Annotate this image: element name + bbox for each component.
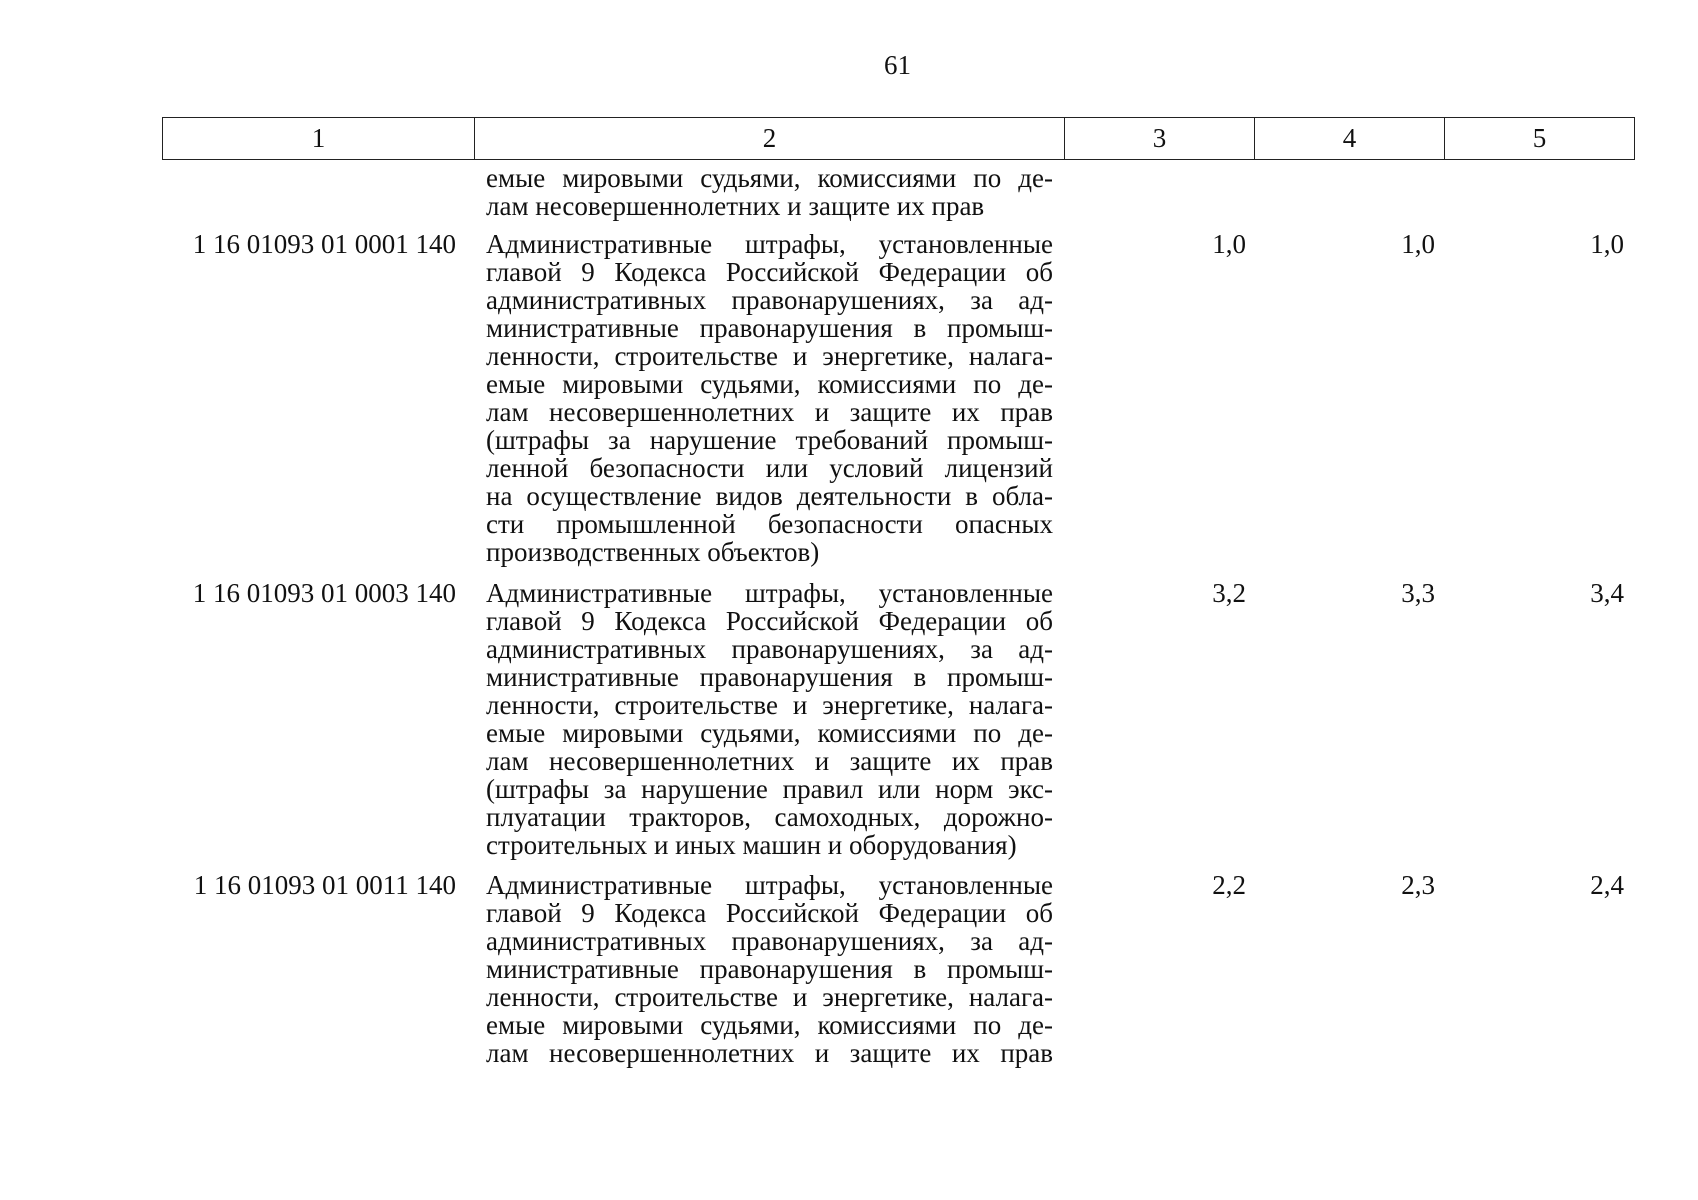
page-number: 61 [884, 50, 911, 80]
description-line: (штрафы за нарушение правил или норм экс- [486, 774, 1053, 804]
value-col-3: 1,0 [1212, 229, 1246, 259]
description-line: емые мировыми судьями, комиссиями по де- [486, 718, 1053, 748]
description-line: емые мировыми судьями, комиссиями по де- [486, 369, 1053, 399]
column-header-1: 1 [163, 118, 475, 160]
description-line: емые мировыми судьями, комиссиями по де- [486, 163, 1053, 193]
budget-code: 1 16 01093 01 0001 140 [192, 229, 456, 259]
value-col-4: 2,3 [1401, 870, 1435, 900]
column-header-3: 3 [1065, 118, 1255, 160]
description-line: лам несовершеннолетних и защите их прав [486, 746, 1053, 776]
continuation-description [486, 164, 1053, 220]
budget-code: 1 16 01093 01 0011 140 [193, 870, 456, 900]
description-line: плуатации тракторов, самоходных, дорожно- [486, 802, 1053, 832]
description-line: главой 9 Кодекса Российской Федерации об [486, 606, 1053, 636]
description-line: производственных объектов) [486, 537, 820, 567]
value-col-3: 2,2 [1212, 870, 1246, 900]
row-description [486, 871, 1053, 1067]
description-line: министративные правонарушения в промыш- [486, 313, 1053, 343]
description-line: ленности, строительстве и энергетике, налага- [486, 341, 1053, 371]
description-line: емые мировыми судьями, комиссиями по де- [486, 1010, 1053, 1040]
value-col-5: 2,4 [1590, 870, 1624, 900]
description-line: административных правонарушениях, за ад- [486, 634, 1053, 664]
description-line: главой 9 Кодекса Российской Федерации об [486, 257, 1053, 287]
row-description [486, 579, 1053, 859]
description-line: строительных и иных машин и оборудования) [486, 830, 1017, 860]
value-col-5: 1,0 [1590, 229, 1624, 259]
budget-code: 1 16 01093 01 0003 140 [192, 578, 456, 608]
description-line: лам несовершеннолетних и защите их прав [486, 1038, 1053, 1068]
value-col-5: 3,4 [1590, 578, 1624, 608]
column-header-table [162, 117, 1635, 160]
description-line: административных правонарушениях, за ад- [486, 926, 1053, 956]
description-line: ленности, строительстве и энергетике, налага- [486, 982, 1053, 1012]
description-line: на осуществление видов деятельности в обла- [486, 481, 1053, 511]
description-line: (штрафы за нарушение требований промыш- [486, 425, 1053, 455]
description-line: лам несовершеннолетних и защите их прав [486, 397, 1053, 427]
value-col-3: 3,2 [1212, 578, 1246, 608]
description-line: ленности, строительстве и энергетике, налага- [486, 690, 1053, 720]
description-line: лам несовершеннолетних и защите их прав [486, 191, 985, 221]
column-header-2: 2 [475, 118, 1065, 160]
description-line: министративные правонарушения в промыш- [486, 954, 1053, 984]
value-col-4: 1,0 [1401, 229, 1435, 259]
description-line: Административные штрафы, установленные [486, 578, 1053, 608]
column-header-row [163, 118, 1635, 160]
column-header-4: 4 [1255, 118, 1445, 160]
description-line: ленной безопасности или условий лицензий [486, 453, 1053, 483]
description-line: главой 9 Кодекса Российской Федерации об [486, 898, 1053, 928]
value-col-4: 3,3 [1401, 578, 1435, 608]
row-description [486, 230, 1053, 566]
description-line: сти промышленной безопасности опасных [486, 509, 1053, 539]
column-header-5: 5 [1445, 118, 1635, 160]
description-line: административных правонарушениях, за ад- [486, 285, 1053, 315]
description-line: министративные правонарушения в промыш- [486, 662, 1053, 692]
description-line: Административные штрафы, установленные [486, 229, 1053, 259]
description-line: Административные штрафы, установленные [486, 870, 1053, 900]
